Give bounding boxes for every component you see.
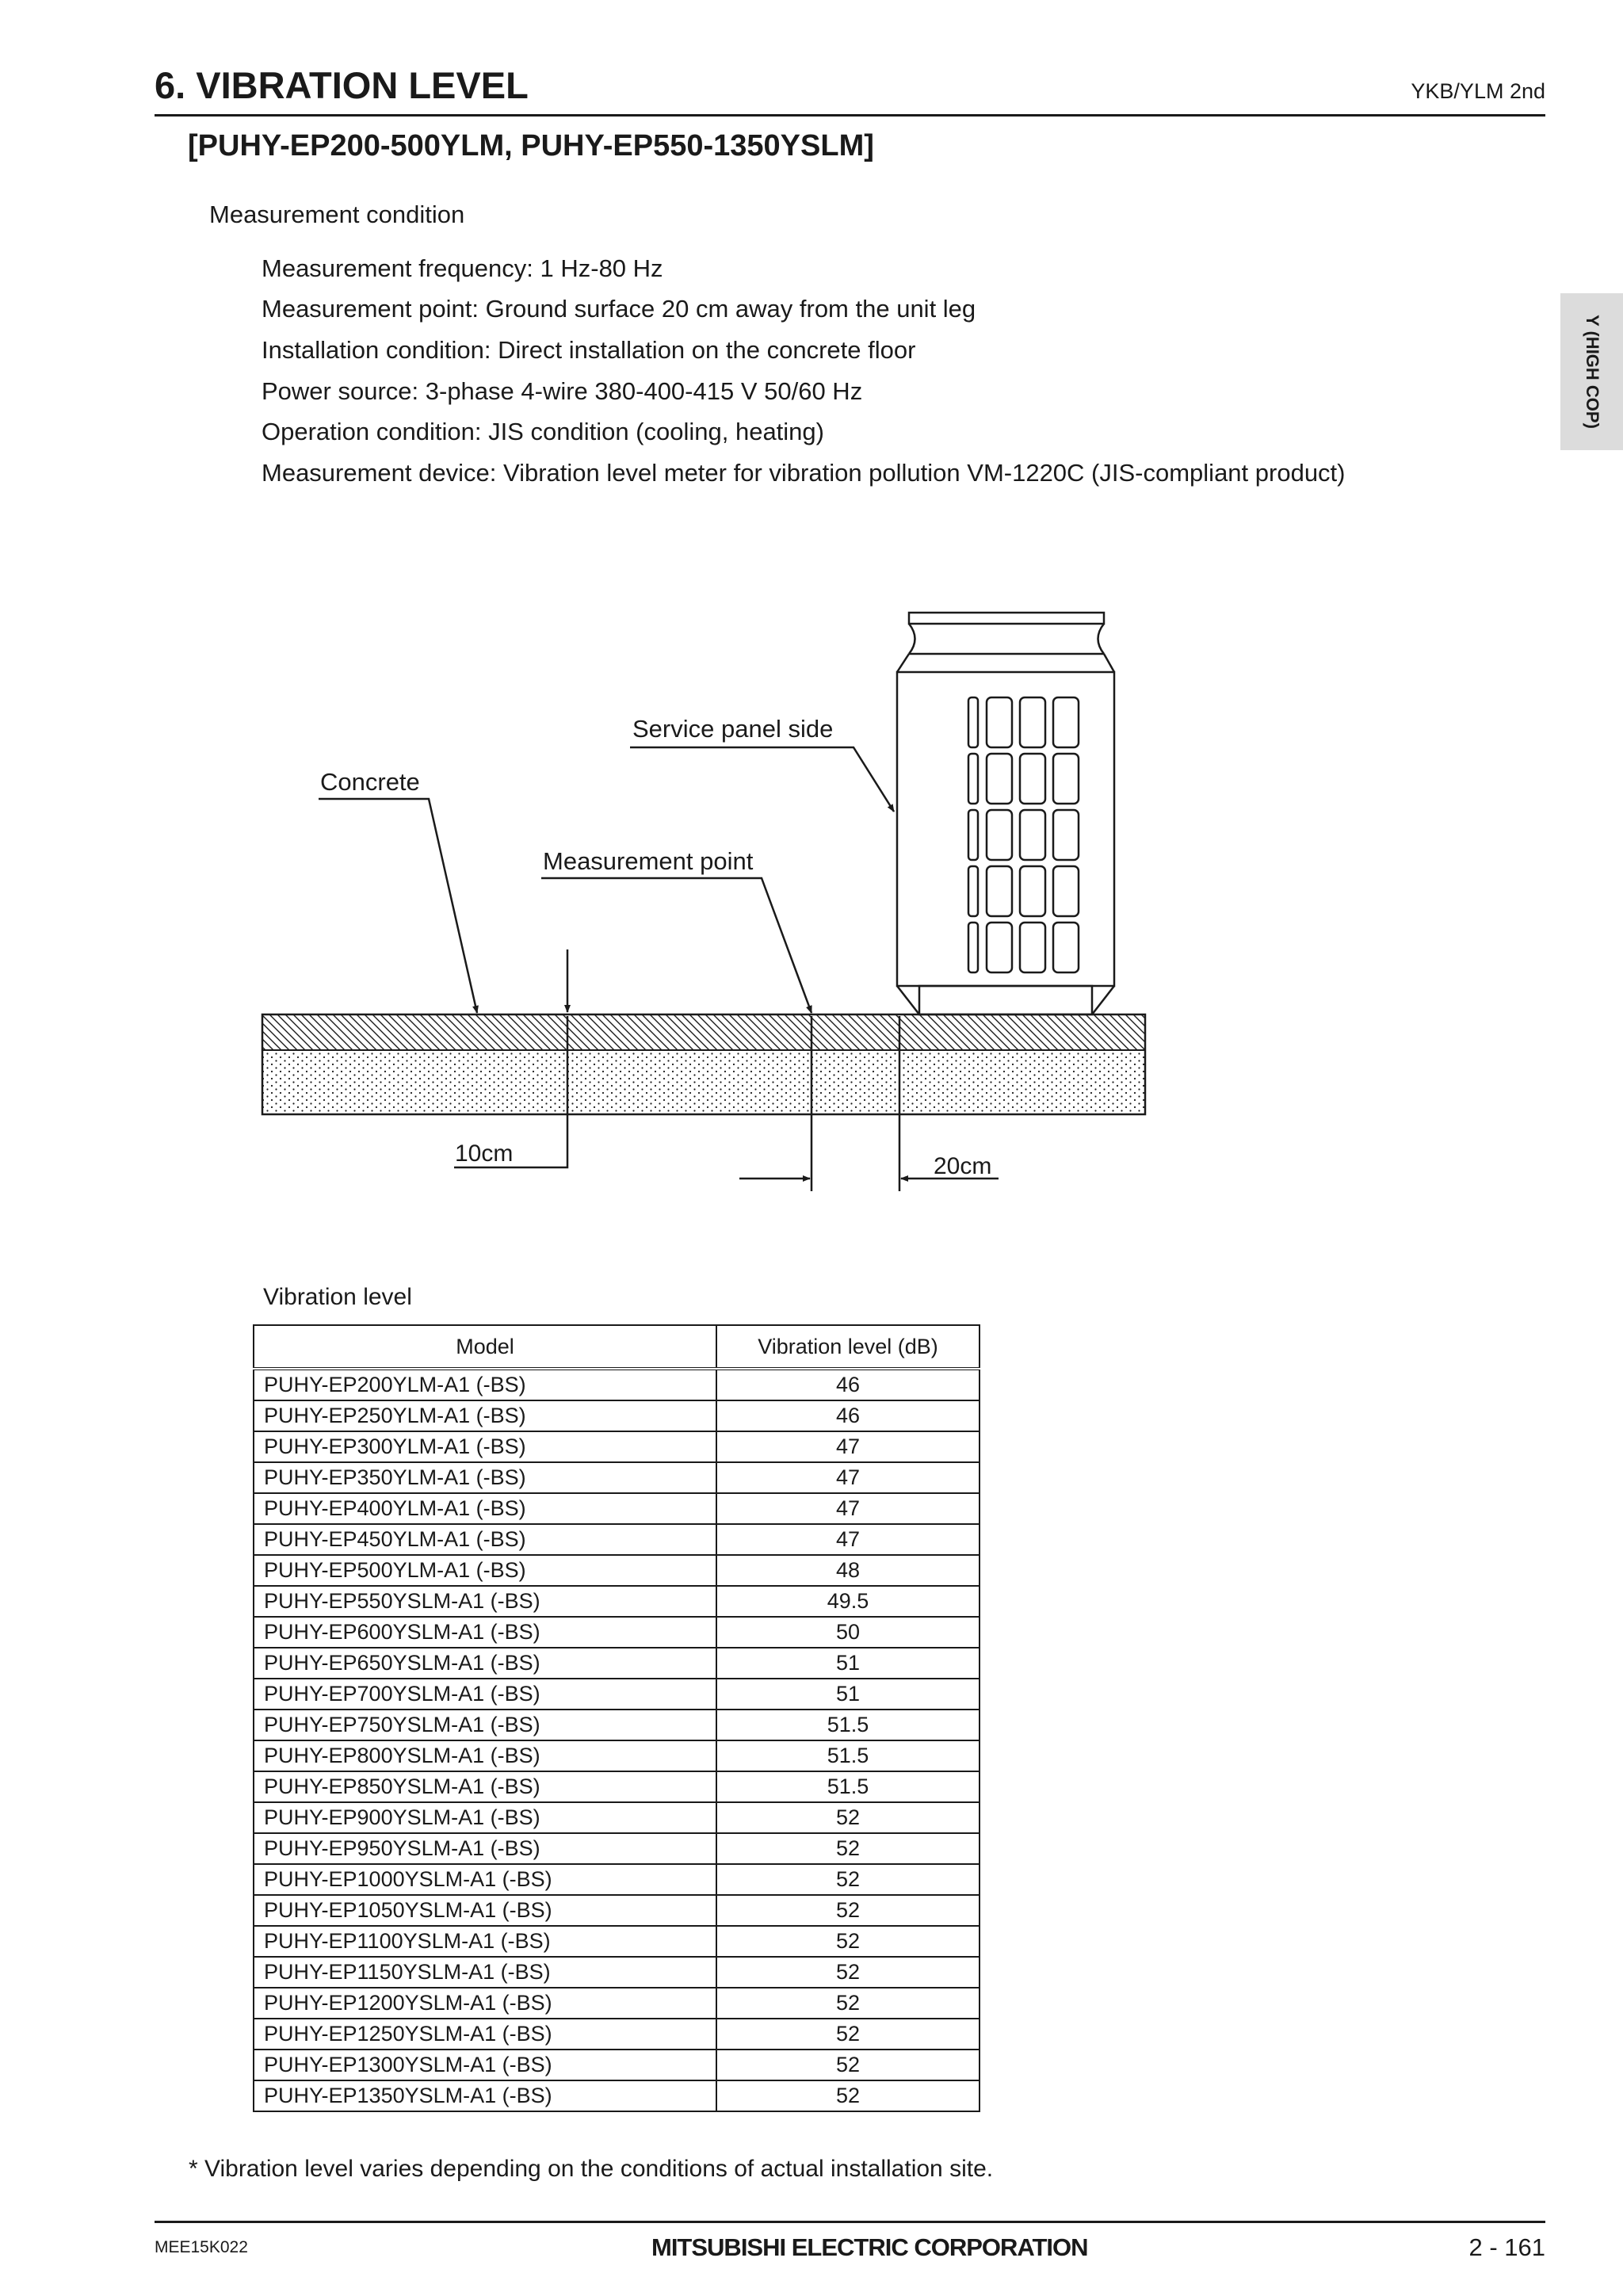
level-cell: 51.5 — [716, 1710, 980, 1740]
level-cell: 52 — [716, 2019, 980, 2050]
unit-grille — [968, 697, 1079, 972]
table-row — [254, 1771, 980, 1802]
table-row — [254, 1740, 980, 1771]
model-cell: PUHY-EP450YLM-A1 (-BS) — [254, 1524, 716, 1555]
level-cell: 47 — [716, 1431, 980, 1462]
model-cell: PUHY-EP750YSLM-A1 (-BS) — [254, 1710, 716, 1740]
level-cell: 50 — [716, 1617, 980, 1648]
table-row — [254, 2019, 980, 2050]
outdoor-unit — [897, 613, 1114, 1014]
doc-id: MEE15K022 — [155, 2238, 248, 2256]
level-cell: 48 — [716, 1555, 980, 1586]
level-cell: 52 — [716, 1895, 980, 1926]
table-row — [254, 1802, 980, 1833]
side-tab-label: Y (HIGH COP) — [1582, 315, 1602, 429]
model-cell: PUHY-EP500YLM-A1 (-BS) — [254, 1555, 716, 1586]
concrete-slab — [262, 1014, 1145, 1114]
company-name: MITSUBISHI ELECTRIC CORPORATION — [651, 2233, 1088, 2261]
level-cell: 52 — [716, 1864, 980, 1895]
side-tab[interactable] — [1560, 293, 1623, 450]
condition-power: Power source: 3-phase 4-wire 380-400-415 V 50/60 Hz — [262, 377, 863, 405]
level-cell: 51.5 — [716, 1740, 980, 1771]
level-cell: 52 — [716, 1833, 980, 1864]
model-cell: PUHY-EP250YLM-A1 (-BS) — [254, 1400, 716, 1431]
table-row — [254, 1400, 980, 1431]
table-row — [254, 1462, 980, 1493]
model-cell: PUHY-EP1050YSLM-A1 (-BS) — [254, 1895, 716, 1926]
level-cell: 51 — [716, 1679, 980, 1710]
table-row — [254, 1617, 980, 1648]
measurement-point-label: Measurement point — [543, 847, 754, 875]
col-header-model: Model — [254, 1325, 716, 1369]
dim-10cm-label: 10cm — [455, 1140, 514, 1167]
table-row — [254, 2050, 980, 2080]
model-cell: PUHY-EP1000YSLM-A1 (-BS) — [254, 1864, 716, 1895]
level-cell: 52 — [716, 1988, 980, 2019]
table-row — [254, 1957, 980, 1988]
footer-divider — [155, 2221, 1545, 2223]
level-cell: 52 — [716, 1926, 980, 1957]
service-panel-label: Service panel side — [632, 715, 834, 743]
table-row — [254, 1864, 980, 1895]
condition-operation: Operation condition: JIS condition (cooling, heating) — [262, 418, 824, 445]
condition-installation: Installation condition: Direct installation on the concrete floor — [262, 336, 916, 364]
model-cell: PUHY-EP600YSLM-A1 (-BS) — [254, 1617, 716, 1648]
table-row — [254, 1679, 980, 1710]
model-cell: PUHY-EP1250YSLM-A1 (-BS) — [254, 2019, 716, 2050]
level-cell: 47 — [716, 1524, 980, 1555]
table-row — [254, 1555, 980, 1586]
table-row — [254, 1895, 980, 1926]
model-cell: PUHY-EP1150YSLM-A1 (-BS) — [254, 1957, 716, 1988]
table-row — [254, 1710, 980, 1740]
concrete-leader — [319, 799, 477, 1013]
model-cell: PUHY-EP1200YSLM-A1 (-BS) — [254, 1988, 716, 2019]
model-cell: PUHY-EP550YSLM-A1 (-BS) — [254, 1586, 716, 1617]
model-cell: PUHY-EP200YLM-A1 (-BS) — [254, 1369, 716, 1400]
table-row — [254, 1586, 980, 1617]
dim-20cm-label: 20cm — [934, 1153, 992, 1179]
table-row — [254, 1431, 980, 1462]
level-cell: 47 — [716, 1493, 980, 1524]
model-cell: PUHY-EP900YSLM-A1 (-BS) — [254, 1802, 716, 1833]
model-cell: PUHY-EP800YSLM-A1 (-BS) — [254, 1740, 716, 1771]
footnote: * Vibration level varies depending on the conditions of actual installation site. — [189, 2156, 994, 2182]
condition-point: Measurement point: Ground surface 20 cm away from the unit leg — [262, 295, 976, 323]
table-row — [254, 1493, 980, 1524]
measurement-point-leader — [541, 878, 812, 1013]
models-heading: [PUHY-EP200-500YLM, PUHY-EP550-1350YSLM] — [188, 129, 874, 162]
col-header-level: Vibration level (dB) — [716, 1325, 980, 1369]
level-cell: 52 — [716, 2050, 980, 2080]
table-row — [254, 1926, 980, 1957]
table-row — [254, 1988, 980, 2019]
level-cell: 46 — [716, 1400, 980, 1431]
level-cell: 51.5 — [716, 1771, 980, 1802]
level-cell: 47 — [716, 1462, 980, 1493]
level-cell: 52 — [716, 2080, 980, 2111]
doc-code: YKB/YLM 2nd — [1411, 79, 1545, 103]
header-divider — [155, 114, 1545, 117]
level-cell: 51 — [716, 1648, 980, 1679]
model-cell: PUHY-EP1300YSLM-A1 (-BS) — [254, 2050, 716, 2080]
measurement-condition-heading: Measurement condition — [209, 201, 465, 228]
model-cell: PUHY-EP850YSLM-A1 (-BS) — [254, 1771, 716, 1802]
level-cell: 46 — [716, 1369, 980, 1400]
level-cell: 52 — [716, 1802, 980, 1833]
level-cell: 52 — [716, 1957, 980, 1988]
vibration-level-heading: Vibration level — [263, 1284, 412, 1310]
table-row — [254, 2080, 980, 2111]
page-number: 2 - 161 — [1468, 2233, 1545, 2261]
table-row — [254, 1648, 980, 1679]
model-cell: PUHY-EP650YSLM-A1 (-BS) — [254, 1648, 716, 1679]
model-cell: PUHY-EP1100YSLM-A1 (-BS) — [254, 1926, 716, 1957]
table-header-row — [254, 1325, 980, 1369]
concrete-label: Concrete — [320, 768, 420, 796]
model-cell: PUHY-EP1350YSLM-A1 (-BS) — [254, 2080, 716, 2111]
measurement-diagram — [0, 586, 1623, 1205]
model-cell: PUHY-EP400YLM-A1 (-BS) — [254, 1493, 716, 1524]
model-cell: PUHY-EP700YSLM-A1 (-BS) — [254, 1679, 716, 1710]
vibration-table — [253, 1324, 980, 2112]
table-row — [254, 1369, 980, 1400]
condition-device: Measurement device: Vibration level meter for vibration pollution VM-1220C (JIS-compliant product) — [262, 459, 1346, 487]
table-row — [254, 1524, 980, 1555]
model-cell: PUHY-EP300YLM-A1 (-BS) — [254, 1431, 716, 1462]
service-panel-leader — [630, 747, 894, 812]
model-cell: PUHY-EP950YSLM-A1 (-BS) — [254, 1833, 716, 1864]
condition-frequency: Measurement frequency: 1 Hz-80 Hz — [262, 254, 663, 282]
level-cell: 49.5 — [716, 1586, 980, 1617]
section-title: 6. VIBRATION LEVEL — [155, 64, 529, 106]
model-cell: PUHY-EP350YLM-A1 (-BS) — [254, 1462, 716, 1493]
table-row — [254, 1833, 980, 1864]
